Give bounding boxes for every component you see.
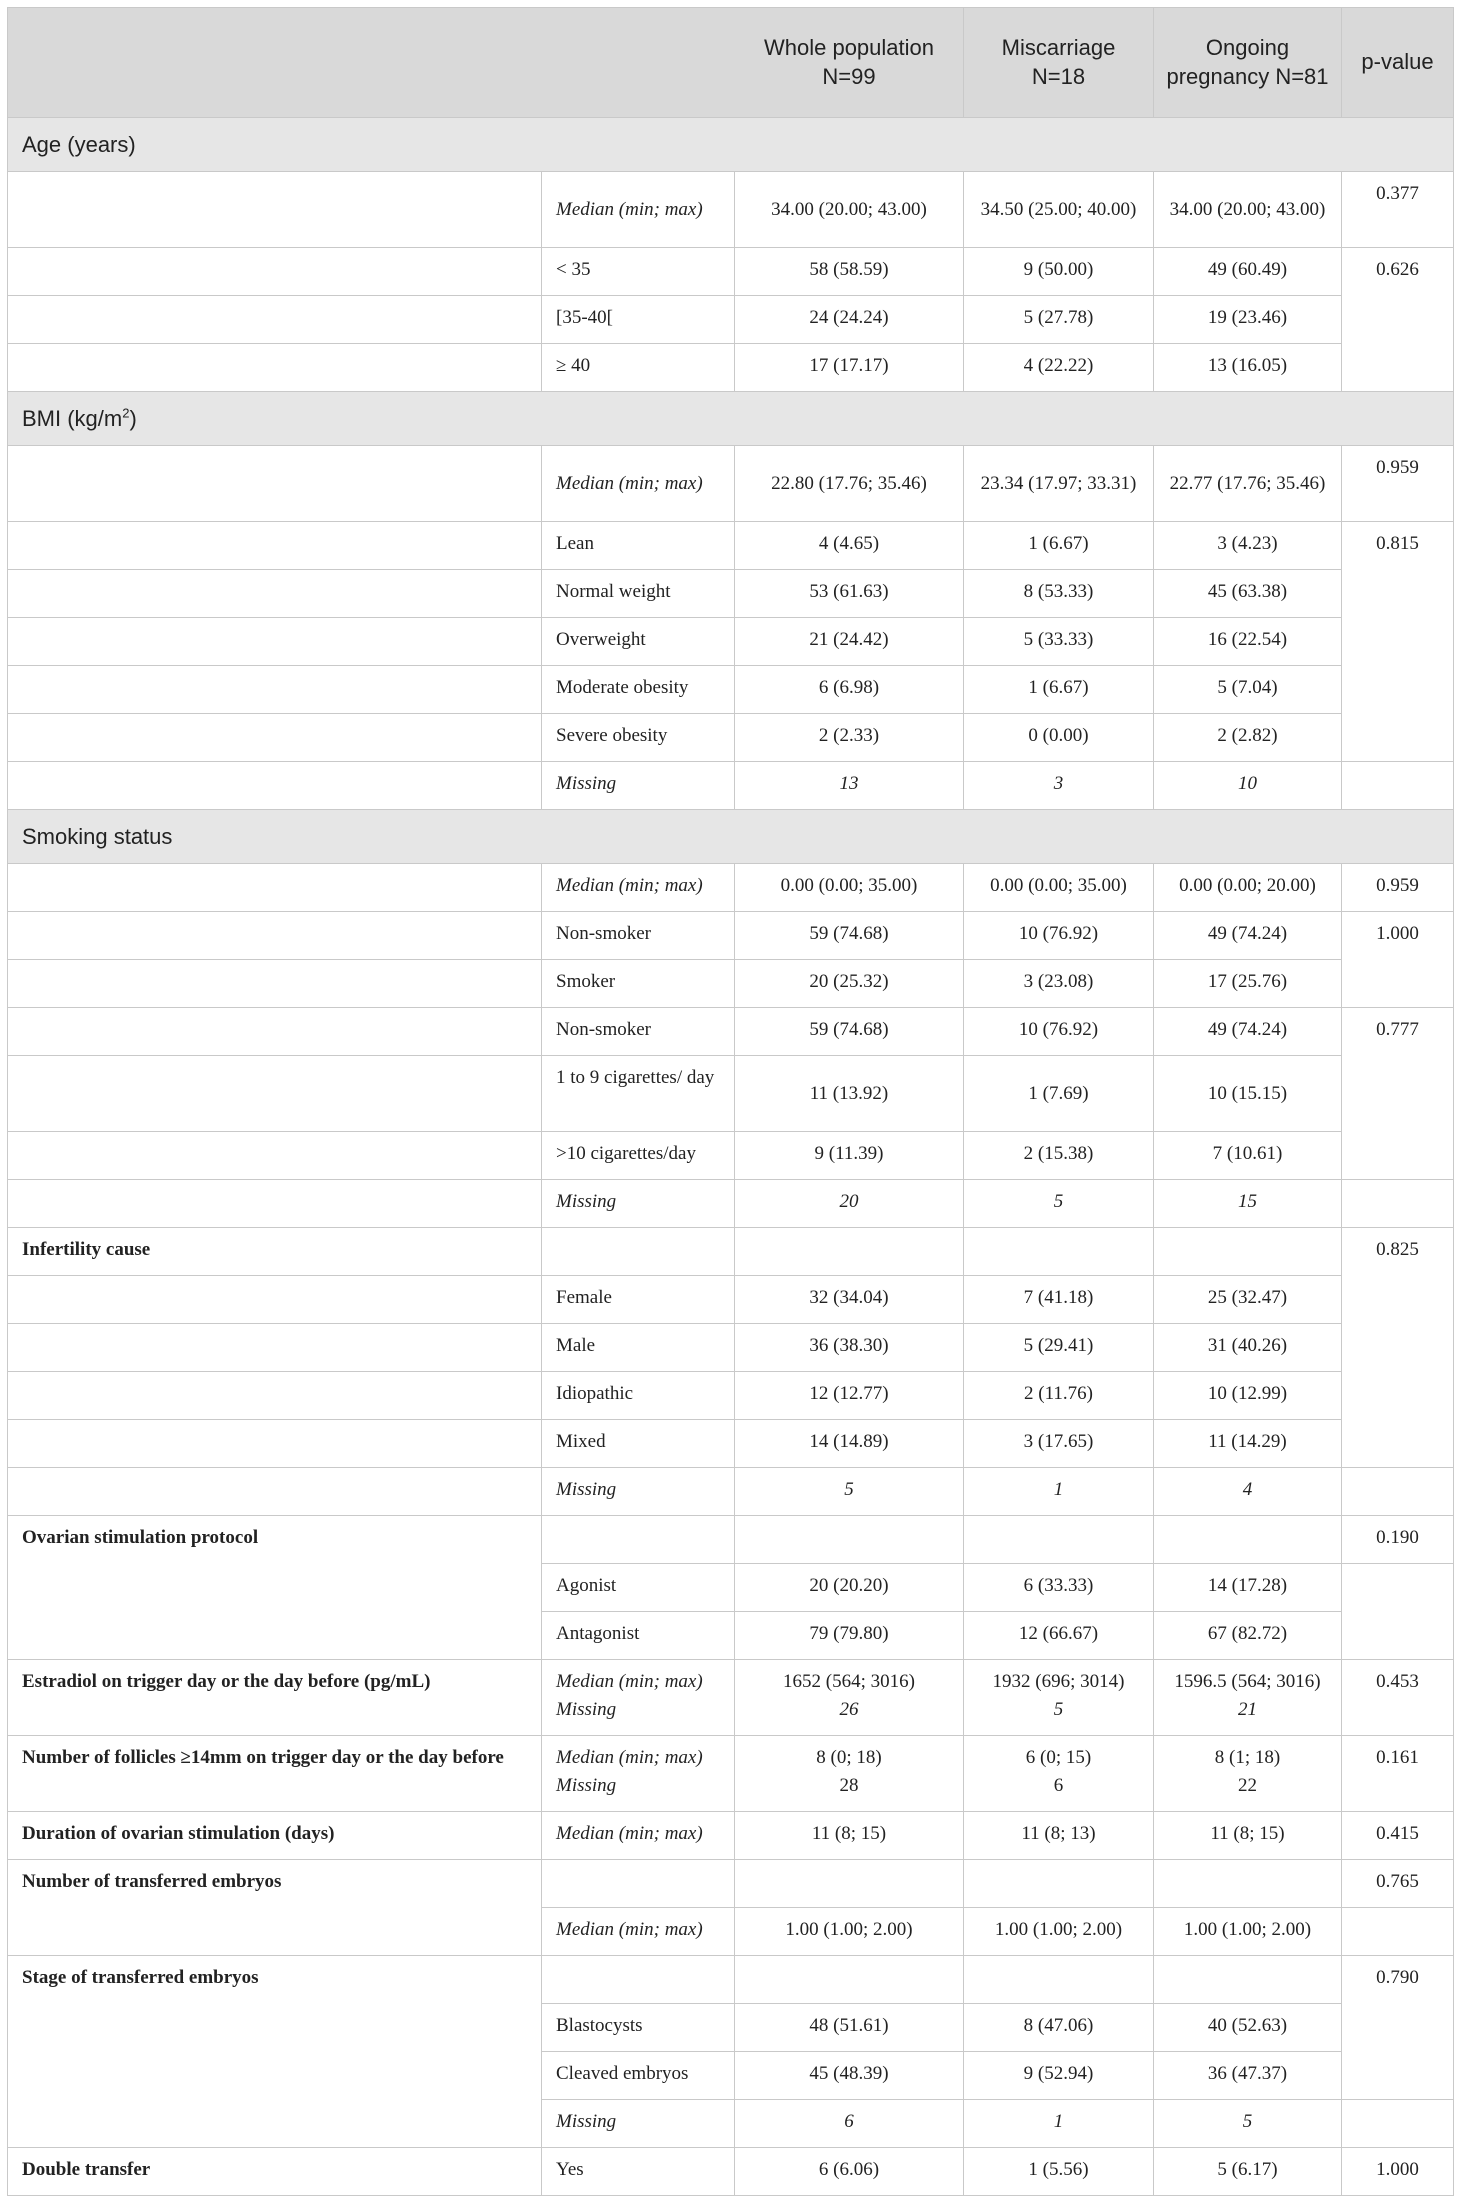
value-missing: 28	[839, 1774, 859, 1796]
row-sublabel: >10 cigarettes/day	[542, 1132, 735, 1180]
section-smoking	[8, 810, 1454, 864]
cell-whole: 20 (25.32)	[735, 960, 964, 1008]
row-sublabel: Median (min; max)	[542, 1908, 735, 1956]
table-row	[8, 1956, 1454, 2004]
row-label	[8, 172, 542, 248]
table-row	[8, 1860, 1454, 1908]
cell-ongoing: 5 (7.04)	[1154, 666, 1342, 714]
row-sublabel: Antagonist	[542, 1612, 735, 1660]
row-sublabel: Non-smoker	[542, 1008, 735, 1056]
row-label	[8, 296, 542, 344]
header-row	[8, 8, 1454, 118]
cell-whole	[735, 1228, 964, 1276]
cell-miscarriage: 1.00 (1.00; 2.00)	[964, 1908, 1154, 1956]
row-label: Number of follicles ≥14mm on trigger day or the day before	[8, 1736, 542, 1812]
cell-ongoing	[1154, 1516, 1342, 1564]
value-missing: 5	[1053, 1698, 1064, 1720]
table-row	[8, 2148, 1454, 2196]
table-row	[8, 522, 1454, 570]
section-title	[8, 392, 1454, 446]
cell-p-value: 0.190	[1342, 1516, 1454, 1564]
value-missing: 22	[1238, 1774, 1257, 1796]
cell-miscarriage: 5 (27.78)	[964, 296, 1154, 344]
cell-ongoing: 36 (47.37)	[1154, 2052, 1342, 2100]
cell-ongoing: 22.77 (17.76; 35.46)	[1154, 446, 1342, 522]
cell-whole	[735, 1956, 964, 2004]
cell-ongoing: 2 (2.82)	[1154, 714, 1342, 762]
row-label	[8, 1056, 542, 1132]
row-sublabel: Severe obesity	[542, 714, 735, 762]
row-label	[8, 1008, 542, 1056]
cell-whole: 6 (6.06)	[735, 2148, 964, 2196]
row-sublabel: Agonist	[542, 1564, 735, 1612]
bmi-superscript: 2	[122, 405, 130, 421]
row-label	[8, 1324, 542, 1372]
cell-miscarriage: 10 (76.92)	[964, 1008, 1154, 1056]
table-row	[8, 1660, 1454, 1736]
cell-miscarriage: 5 (33.33)	[964, 618, 1154, 666]
cell-p-value: 0.825	[1342, 1228, 1454, 1468]
table-row	[8, 1276, 1454, 1324]
row-sublabel: Missing	[542, 1180, 735, 1228]
cell-ongoing: 5	[1154, 2100, 1342, 2148]
cell-miscarriage: 4 (22.22)	[964, 344, 1154, 392]
table-row	[8, 1468, 1454, 1516]
cell-ongoing: 13 (16.05)	[1154, 344, 1342, 392]
cell-whole: 79 (79.80)	[735, 1612, 964, 1660]
cell-miscarriage: 3 (17.65)	[964, 1420, 1154, 1468]
cell-ongoing: 49 (74.24)	[1154, 912, 1342, 960]
cell-miscarriage: 3	[964, 762, 1154, 810]
row-sublabel	[542, 1956, 735, 2004]
cell-ongoing: 4	[1154, 1468, 1342, 1516]
row-label	[8, 714, 542, 762]
table-row	[8, 864, 1454, 912]
table-row	[8, 714, 1454, 762]
cell-miscarriage: 6 (33.33)	[964, 1564, 1154, 1612]
cell-miscarriage: 8 (53.33)	[964, 570, 1154, 618]
section-title: Smoking status	[8, 810, 1454, 864]
value-median: 1932 (696; 3014)	[992, 1671, 1125, 1692]
table-row	[8, 172, 1454, 248]
table-row	[8, 1324, 1454, 1372]
cell-whole: 6 (6.98)	[735, 666, 964, 714]
cell-miscarriage: 7 (41.18)	[964, 1276, 1154, 1324]
cell-whole: 5	[735, 1468, 964, 1516]
row-sublabel: Mixed	[542, 1420, 735, 1468]
table-row	[8, 296, 1454, 344]
cell-miscarriage	[964, 1660, 1154, 1736]
cell-p-value	[1342, 1180, 1454, 1228]
value-median: 1652 (564; 3016)	[783, 1671, 915, 1692]
row-sublabel: Median (min; max)	[542, 864, 735, 912]
cell-miscarriage: 0.00 (0.00; 35.00)	[964, 864, 1154, 912]
row-sublabel: Normal weight	[542, 570, 735, 618]
sublabel-missing: Missing	[556, 1774, 617, 1796]
row-label: Ovarian stimulation protocol	[8, 1516, 542, 1660]
cell-p-value: 0.161	[1342, 1736, 1454, 1812]
cell-miscarriage: 3 (23.08)	[964, 960, 1154, 1008]
table-row	[8, 1132, 1454, 1180]
cell-miscarriage: 1 (5.56)	[964, 2148, 1154, 2196]
header-empty-1	[8, 8, 542, 118]
cell-ongoing: 49 (74.24)	[1154, 1008, 1342, 1056]
cell-miscarriage: 9 (50.00)	[964, 248, 1154, 296]
row-sublabel: Idiopathic	[542, 1372, 735, 1420]
cell-miscarriage: 12 (66.67)	[964, 1612, 1154, 1660]
cell-whole: 59 (74.68)	[735, 1008, 964, 1056]
row-label	[8, 912, 542, 960]
row-sublabel	[542, 1516, 735, 1564]
cell-miscarriage: 34.50 (25.00; 40.00)	[964, 172, 1154, 248]
row-label	[8, 864, 542, 912]
cell-whole: 36 (38.30)	[735, 1324, 964, 1372]
cell-ongoing	[1154, 1736, 1342, 1812]
cell-whole: 58 (58.59)	[735, 248, 964, 296]
row-label: Estradiol on trigger day or the day before (pg/mL)	[8, 1660, 542, 1736]
row-sublabel: Smoker	[542, 960, 735, 1008]
cell-p-value: 0.377	[1342, 172, 1454, 248]
cell-miscarriage: 1 (6.67)	[964, 522, 1154, 570]
cell-whole: 20 (20.20)	[735, 1564, 964, 1612]
table-row	[8, 960, 1454, 1008]
cell-ongoing: 34.00 (20.00; 43.00)	[1154, 172, 1342, 248]
cell-miscarriage	[964, 1228, 1154, 1276]
row-sublabel: < 35	[542, 248, 735, 296]
table-row	[8, 1228, 1454, 1276]
cell-p-value	[1342, 2100, 1454, 2148]
table-row	[8, 762, 1454, 810]
value-median: 8 (1; 18)	[1214, 1747, 1281, 1768]
cell-ongoing: 7 (10.61)	[1154, 1132, 1342, 1180]
cell-whole: 13	[735, 762, 964, 810]
row-label	[8, 1132, 542, 1180]
cell-miscarriage: 1 (6.67)	[964, 666, 1154, 714]
table-row	[8, 1180, 1454, 1228]
cell-miscarriage: 2 (15.38)	[964, 1132, 1154, 1180]
cell-ongoing: 25 (32.47)	[1154, 1276, 1342, 1324]
cell-whole: 6	[735, 2100, 964, 2148]
row-sublabel: Yes	[542, 2148, 735, 2196]
cell-p-value: 0.959	[1342, 446, 1454, 522]
row-label	[8, 618, 542, 666]
table-row	[8, 1372, 1454, 1420]
row-label	[8, 248, 542, 296]
cell-miscarriage: 8 (47.06)	[964, 2004, 1154, 2052]
cell-whole: 20	[735, 1180, 964, 1228]
row-sublabel: ≥ 40	[542, 344, 735, 392]
row-label: Duration of ovarian stimulation (days)	[8, 1812, 542, 1860]
cell-miscarriage: 1	[964, 2100, 1154, 2148]
table-row	[8, 344, 1454, 392]
cell-miscarriage: 23.34 (17.97; 33.31)	[964, 446, 1154, 522]
cell-p-value: 0.626	[1342, 248, 1454, 392]
value-median: 1596.5 (564; 3016)	[1174, 1671, 1321, 1692]
row-sublabel: Non-smoker	[542, 912, 735, 960]
bmi-title: BMI (kg/m	[22, 405, 123, 431]
table-row	[8, 1420, 1454, 1468]
cell-p-value	[1342, 1564, 1454, 1660]
row-label	[8, 344, 542, 392]
cell-ongoing: 16 (22.54)	[1154, 618, 1342, 666]
cell-whole: 21 (24.42)	[735, 618, 964, 666]
cell-p-value: 0.765	[1342, 1860, 1454, 1908]
cell-p-value: 0.453	[1342, 1660, 1454, 1736]
cell-p-value	[1342, 1468, 1454, 1516]
row-sublabel: Male	[542, 1324, 735, 1372]
cell-whole: 32 (34.04)	[735, 1276, 964, 1324]
row-label: Infertility cause	[8, 1228, 542, 1276]
cell-whole: 1.00 (1.00; 2.00)	[735, 1908, 964, 1956]
cell-ongoing: 14 (17.28)	[1154, 1564, 1342, 1612]
cell-p-value: 0.815	[1342, 522, 1454, 762]
row-sublabel	[542, 1228, 735, 1276]
cell-miscarriage	[964, 1956, 1154, 2004]
bmi-title-close: )	[129, 405, 137, 431]
row-label	[8, 666, 542, 714]
cell-ongoing: 31 (40.26)	[1154, 1324, 1342, 1372]
cell-ongoing: 49 (60.49)	[1154, 248, 1342, 296]
table-row	[8, 1812, 1454, 1860]
cell-whole	[735, 1736, 964, 1812]
row-sublabel: Missing	[542, 762, 735, 810]
cell-miscarriage: 5	[964, 1180, 1154, 1228]
row-sublabel: Missing	[542, 1468, 735, 1516]
row-label: Double transfer	[8, 2148, 542, 2196]
row-label	[8, 1372, 542, 1420]
row-label: Stage of transferred embryos	[8, 1956, 542, 2148]
cell-miscarriage: 1	[964, 1468, 1154, 1516]
table-row	[8, 570, 1454, 618]
cell-whole: 0.00 (0.00; 35.00)	[735, 864, 964, 912]
section-bmi	[8, 392, 1454, 446]
cell-miscarriage: 9 (52.94)	[964, 2052, 1154, 2100]
cell-whole: 11 (13.92)	[735, 1056, 964, 1132]
cell-p-value: 1.000	[1342, 912, 1454, 1008]
cell-ongoing: 15	[1154, 1180, 1342, 1228]
table-row	[8, 666, 1454, 714]
cell-miscarriage	[964, 1736, 1154, 1812]
row-label	[8, 960, 542, 1008]
cell-whole: 14 (14.89)	[735, 1420, 964, 1468]
row-label	[8, 1276, 542, 1324]
cell-ongoing	[1154, 1956, 1342, 2004]
value-missing: 21	[1238, 1698, 1257, 1720]
table-row	[8, 912, 1454, 960]
header-ongoing-pregnancy: Ongoing pregnancy N=81	[1154, 8, 1342, 118]
cell-miscarriage: 11 (8; 13)	[964, 1812, 1154, 1860]
cell-miscarriage: 2 (11.76)	[964, 1372, 1154, 1420]
sublabel-median: Median (min; max)	[556, 1747, 703, 1768]
table-row	[8, 618, 1454, 666]
cell-ongoing: 10	[1154, 762, 1342, 810]
cell-ongoing: 5 (6.17)	[1154, 2148, 1342, 2196]
cell-whole	[735, 1516, 964, 1564]
row-label	[8, 446, 542, 522]
cell-ongoing: 1.00 (1.00; 2.00)	[1154, 1908, 1342, 1956]
row-label	[8, 1420, 542, 1468]
cell-whole: 34.00 (20.00; 43.00)	[735, 172, 964, 248]
cell-ongoing	[1154, 1228, 1342, 1276]
cell-whole: 12 (12.77)	[735, 1372, 964, 1420]
row-sublabel	[542, 1736, 735, 1812]
row-label	[8, 1180, 542, 1228]
cell-p-value	[1342, 762, 1454, 810]
header-whole-population: Whole population N=99	[735, 8, 964, 118]
cell-miscarriage: 10 (76.92)	[964, 912, 1154, 960]
cell-p-value	[1342, 1908, 1454, 1956]
cell-whole: 45 (48.39)	[735, 2052, 964, 2100]
row-sublabel: Blastocysts	[542, 2004, 735, 2052]
value-median: 6 (0; 15)	[1025, 1747, 1092, 1768]
cell-ongoing: 3 (4.23)	[1154, 522, 1342, 570]
cell-whole	[735, 1660, 964, 1736]
cell-ongoing: 67 (82.72)	[1154, 1612, 1342, 1660]
cell-whole: 53 (61.63)	[735, 570, 964, 618]
row-label	[8, 570, 542, 618]
row-sublabel: Cleaved embryos	[542, 2052, 735, 2100]
cell-whole: 48 (51.61)	[735, 2004, 964, 2052]
header-empty-2	[542, 8, 735, 118]
section-title: Age (years)	[8, 118, 1454, 172]
table-container	[7, 7, 1453, 2196]
row-label	[8, 522, 542, 570]
cell-miscarriage: 5 (29.41)	[964, 1324, 1154, 1372]
row-sublabel: [35-40[	[542, 296, 735, 344]
cell-ongoing: 11 (8; 15)	[1154, 1812, 1342, 1860]
sublabel-missing: Missing	[556, 1698, 617, 1720]
cell-ongoing: 17 (25.76)	[1154, 960, 1342, 1008]
cell-whole: 2 (2.33)	[735, 714, 964, 762]
table-row	[8, 1516, 1454, 1564]
cell-whole: 22.80 (17.76; 35.46)	[735, 446, 964, 522]
cell-miscarriage	[964, 1860, 1154, 1908]
header-miscarriage: Miscarriage N=18	[964, 8, 1154, 118]
value-median: 8 (0; 18)	[816, 1747, 882, 1768]
cell-whole: 59 (74.68)	[735, 912, 964, 960]
table-row	[8, 446, 1454, 522]
table-row	[8, 1008, 1454, 1056]
row-sublabel	[542, 1860, 735, 1908]
cell-ongoing: 40 (52.63)	[1154, 2004, 1342, 2052]
table-row	[8, 1056, 1454, 1132]
cell-ongoing: 10 (12.99)	[1154, 1372, 1342, 1420]
row-sublabel: Female	[542, 1276, 735, 1324]
header-p-value: p-value	[1342, 8, 1454, 118]
cell-p-value: 0.790	[1342, 1956, 1454, 2100]
cell-ongoing: 19 (23.46)	[1154, 296, 1342, 344]
cell-miscarriage: 0 (0.00)	[964, 714, 1154, 762]
cell-whole: 24 (24.24)	[735, 296, 964, 344]
row-label	[8, 762, 542, 810]
characteristics-table	[7, 7, 1454, 2196]
row-sublabel: Lean	[542, 522, 735, 570]
cell-p-value: 0.777	[1342, 1008, 1454, 1180]
cell-miscarriage: 1 (7.69)	[964, 1056, 1154, 1132]
value-missing: 6	[1053, 1774, 1064, 1796]
table-row	[8, 248, 1454, 296]
row-sublabel: Moderate obesity	[542, 666, 735, 714]
cell-miscarriage	[964, 1516, 1154, 1564]
sublabel-median: Median (min; max)	[556, 1671, 703, 1692]
cell-ongoing: 10 (15.15)	[1154, 1056, 1342, 1132]
cell-ongoing: 45 (63.38)	[1154, 570, 1342, 618]
cell-ongoing: 0.00 (0.00; 20.00)	[1154, 864, 1342, 912]
row-sublabel: Median (min; max)	[542, 172, 735, 248]
row-sublabel: Median (min; max)	[542, 1812, 735, 1860]
row-sublabel: Missing	[542, 2100, 735, 2148]
table-row	[8, 1736, 1454, 1812]
cell-whole	[735, 1860, 964, 1908]
row-sublabel: 1 to 9 cigarettes/ day	[542, 1056, 735, 1132]
cell-whole: 9 (11.39)	[735, 1132, 964, 1180]
cell-p-value: 1.000	[1342, 2148, 1454, 2196]
cell-whole: 17 (17.17)	[735, 344, 964, 392]
cell-p-value: 0.959	[1342, 864, 1454, 912]
cell-ongoing	[1154, 1860, 1342, 1908]
row-sublabel	[542, 1660, 735, 1736]
row-sublabel: Overweight	[542, 618, 735, 666]
cell-whole: 4 (4.65)	[735, 522, 964, 570]
row-sublabel: Median (min; max)	[542, 446, 735, 522]
row-label	[8, 1468, 542, 1516]
cell-ongoing: 11 (14.29)	[1154, 1420, 1342, 1468]
section-age	[8, 118, 1454, 172]
row-label: Number of transferred embryos	[8, 1860, 542, 1956]
cell-whole: 11 (8; 15)	[735, 1812, 964, 1860]
cell-ongoing	[1154, 1660, 1342, 1736]
cell-p-value: 0.415	[1342, 1812, 1454, 1860]
value-missing: 26	[839, 1698, 859, 1720]
